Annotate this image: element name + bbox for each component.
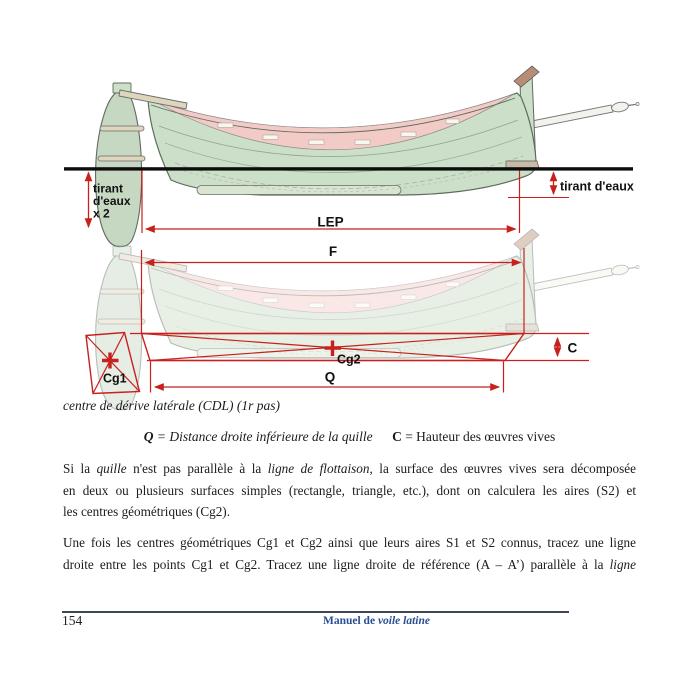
footer-rule [62, 611, 569, 613]
text-line: droite entre les points Cg1 et Cg2. Tracez une ligne droite de référence (A – A’) parallèle à la ligne [63, 556, 636, 572]
bottom-diagram [86, 229, 639, 410]
footer-title: Manuel de voile latine [322, 615, 430, 627]
text-line: Si la quille n'est pas parallèle à la ligne de flottaison, la surface des œuvres vives sera décomposée [63, 461, 636, 476]
svg-text:x 2: x 2 [93, 206, 110, 221]
text-line: en deux ou plusieurs surfaces simples (rectangle, triangle, etc.), dont on calculera les aires (S2) et [63, 482, 636, 498]
text-line: les centres géométriques (Cg2). [63, 504, 230, 519]
draft-label: tirant d'eaux [560, 179, 634, 194]
svg-text:d'eaux: d'eaux [93, 194, 131, 208]
top-diagram [64, 66, 639, 247]
q-label: Q [324, 369, 336, 385]
paragraph-2 [63, 532, 636, 575]
f-label: F [328, 244, 338, 259]
waterline [64, 167, 633, 170]
definition-line: Q = Distance droite inférieure de la quille C = Hauteur des œuvres vives [143, 429, 556, 444]
figure-caption: centre de dérive latérale (CDL) (1r pas) [63, 398, 280, 413]
cg1-label: Cg1 [103, 371, 127, 386]
lep-label: LEP [317, 214, 344, 230]
c-label: C [567, 340, 578, 356]
page-number: 154 [62, 613, 83, 628]
text-line: Une fois les centres géométriques Cg1 et Cg2 ainsi que leurs aires S1 et S2 connus, tracez une ligne [63, 535, 636, 550]
cg2-label: Cg2 [337, 352, 361, 367]
svg-text:tirant: tirant [93, 181, 123, 196]
paragraph-1 [63, 458, 636, 523]
